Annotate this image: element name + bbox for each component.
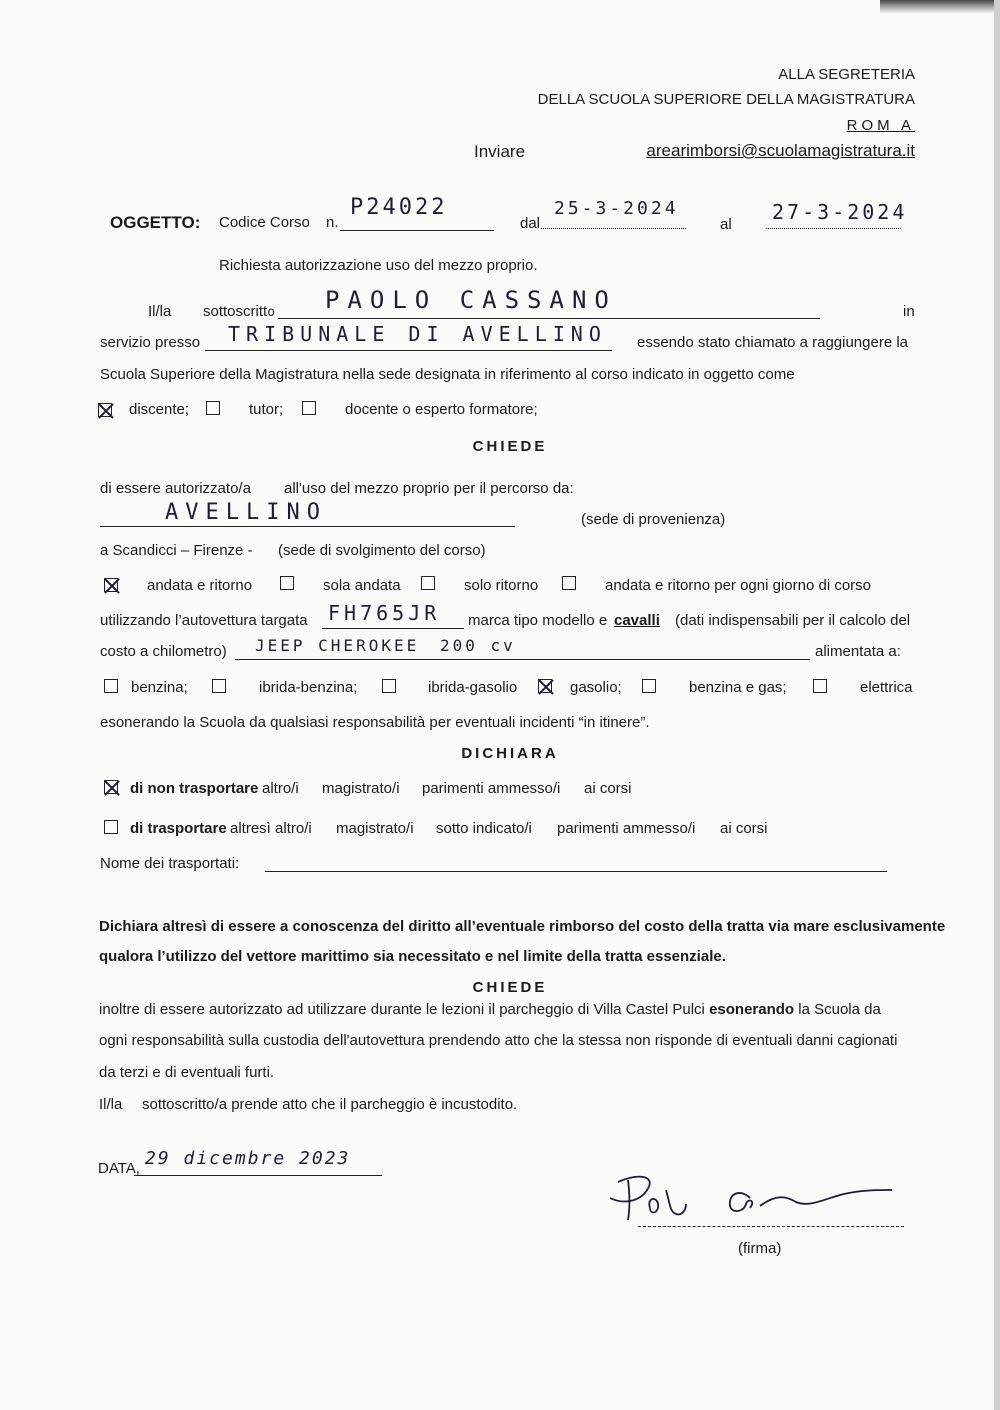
scan-edge-top: [880, 0, 1000, 14]
origin-line: [100, 526, 515, 527]
service-place-field[interactable]: TRIBUNALE DI AVELLINO: [228, 322, 607, 346]
school-text: Scuola Superiore della Magistratura nella sede designata in riferimento al corso indicato in oggetto come: [100, 366, 795, 383]
course-code-label: Codice Corso: [219, 214, 310, 231]
undersigned-label: [203, 303, 278, 320]
signature-line: [638, 1226, 904, 1227]
fuel-gas-label: benzina e gas;: [689, 679, 787, 696]
fuel-ibrida-gasolio-checkbox[interactable]: [382, 679, 396, 693]
service-label: servizio presso: [100, 334, 201, 351]
destination-label: a Scandicci – Firenze -: [100, 542, 253, 559]
fuel-gasolio-checkbox[interactable]: [538, 679, 552, 693]
email-address[interactable]: arearimborsi@scuolamagistratura.it: [646, 141, 915, 160]
transport-text-5: ai corsi: [720, 820, 768, 837]
declarant-prefix: Il/la: [148, 303, 172, 320]
no-transport-text-4: ai corsi: [584, 780, 632, 797]
role-docente-checkbox[interactable]: [302, 401, 316, 415]
passengers-label: Nome dei trasportati:: [100, 855, 240, 872]
parking-line2: ogni responsabilità sulla custodia dell'autovettura prendendo atto che la stessa non risponde di eventuali danni cagionati: [99, 1032, 898, 1049]
origin-note: (sede di provenienza): [581, 511, 726, 528]
chiede-title-2: CHIEDE: [472, 979, 548, 996]
cost-label: costo a chilometro): [100, 643, 227, 660]
course-number-field[interactable]: P24022: [350, 195, 448, 220]
trip-oneway-checkbox[interactable]: [280, 576, 294, 590]
authorization-intro-b: all'uso del mezzo proprio per il percorso da:: [284, 480, 574, 497]
parking-line4-b: sottoscritto/a prende atto che il parcheggio è incustodito.: [142, 1096, 518, 1113]
called-text: essendo stato chiamato a raggiungere la: [637, 334, 909, 351]
trip-daily-checkbox[interactable]: [562, 576, 576, 590]
from-date-line: [541, 228, 686, 229]
trip-daily-label: andata e ritorno per ogni giorno di corso: [605, 577, 872, 594]
role-tutor-label: tutor;: [249, 401, 284, 418]
transport-checkbox[interactable]: [104, 820, 118, 834]
subject-label: OGGETTO:: [110, 213, 201, 232]
transport-text-3: sotto indicato/i: [436, 820, 532, 837]
from-date-field[interactable]: 25-3-2024: [554, 198, 679, 219]
fuel-elettrica-checkbox[interactable]: [813, 679, 827, 693]
fuel-ibrida-benzina-checkbox[interactable]: [212, 679, 226, 693]
liability-text: esonerando la Scuola da qualsiasi responsabilità per eventuali incidenti “in itinere”.: [100, 714, 650, 731]
plate-label: utilizzando l’autovettura targata: [100, 612, 308, 629]
trip-oneway-label: sola andata: [323, 577, 401, 594]
role-discente-checkbox[interactable]: [98, 403, 112, 417]
parking-line1-b: la Scuola da: [798, 1001, 881, 1018]
service-line: [205, 350, 612, 351]
request-text: Richiesta autorizzazione uso del mezzo proprio.: [219, 257, 538, 274]
undersigned-suffix: o: [267, 305, 279, 320]
transport-text-4: parimenti ammesso/i: [557, 820, 696, 837]
parking-line3: da terzi e di eventuali furti.: [99, 1064, 275, 1081]
model-label: marca tipo modello e: [468, 612, 608, 629]
trip-round-checkbox[interactable]: [104, 578, 118, 592]
hp-field[interactable]: 200 cv: [440, 636, 516, 655]
date-field[interactable]: 29 dicembre 2023: [145, 1148, 351, 1169]
hp-label: cavalli: [614, 612, 660, 629]
parking-line4-a: Il/la: [99, 1096, 123, 1113]
to-date-line: [766, 228, 901, 229]
role-tutor-checkbox[interactable]: [206, 401, 220, 415]
scan-edge-right: [994, 0, 1000, 1410]
no-transport-checkbox[interactable]: [104, 780, 118, 794]
signature-label: (firma): [738, 1240, 782, 1257]
origin-field[interactable]: AVELLINO: [165, 500, 327, 525]
trip-round-label: andata e ritorno: [147, 577, 253, 594]
passengers-input[interactable]: [265, 871, 887, 872]
parking-line1: [99, 1001, 881, 1018]
to-date-field[interactable]: 27-3-2024: [772, 200, 908, 224]
course-number-line: [340, 230, 494, 231]
parking-line1-a: inoltre di essere autorizzato ad utilizzare durante le lezioni il parcheggio di Villa Castel Pulci: [99, 1001, 705, 1018]
undersigned-text: sottoscritt: [203, 303, 268, 320]
authorization-intro-a: di essere autorizzato/a: [100, 480, 251, 497]
fuel-ibrida-benzina-label: ibrida-benzina;: [259, 679, 358, 696]
sea-declaration-2: qualora l’utilizzo del vettore marittimo sia necessitato e nel limite della tratta essenziale.: [99, 948, 726, 965]
fuel-gas-checkbox[interactable]: [642, 679, 656, 693]
fuel-gasolio-label: gasolio;: [570, 679, 622, 696]
no-transport-text-2: magistrato/i: [322, 780, 400, 797]
fuel-elettrica-label: elettrica: [860, 679, 913, 696]
transport-bold: di trasportare: [130, 820, 227, 837]
recipient-city: ROM A: [846, 117, 915, 134]
send-label: Inviare: [474, 142, 526, 161]
transport-text-2: magistrato/i: [336, 820, 414, 837]
no-transport-text-1: altro/i: [262, 780, 299, 797]
declarant-name-field[interactable]: PAOLO CASSANO: [325, 286, 617, 314]
transport-text-1: altresì altro/i: [230, 820, 312, 837]
model-field[interactable]: JEEP CHEROKEE: [255, 636, 420, 655]
in-label: in: [903, 303, 915, 320]
fuel-benzina-label: benzina;: [131, 679, 188, 696]
signature-handwriting: [600, 1168, 900, 1228]
to-date-label: al: [720, 216, 732, 233]
fuel-label: alimentata a:: [815, 643, 901, 660]
fuel-benzina-checkbox[interactable]: [104, 679, 118, 693]
date-label: DATA,: [98, 1160, 140, 1177]
from-date-label: dal: [520, 215, 541, 232]
role-docente-label: docente o esperto formatore;: [345, 401, 538, 418]
plate-line: [322, 628, 464, 629]
parking-line1-bold: esonerando: [709, 1001, 795, 1018]
sea-declaration-1: Dichiara altresì di essere a conoscenza del diritto all’eventuale rimborso del costo della tratta via mare esclusivamente: [99, 918, 946, 935]
course-number-label: n.: [326, 214, 339, 231]
fuel-ibrida-gasolio-label: ibrida-gasolio: [428, 679, 518, 696]
chiede-title: CHIEDE: [472, 438, 548, 455]
plate-field[interactable]: FH765JR: [328, 601, 441, 625]
recipient-line1: ALLA SEGRETERIA: [778, 66, 915, 83]
trip-return-checkbox[interactable]: [421, 576, 435, 590]
recipient-line2: DELLA SCUOLA SUPERIORE DELLA MAGISTRATURA: [537, 91, 915, 108]
no-transport-bold: di non trasportare: [130, 780, 259, 797]
no-transport-text-3: parimenti ammesso/i: [422, 780, 561, 797]
vehicle-note: (dati indispensabili per il calcolo del: [675, 612, 911, 629]
destination-note: (sede di svolgimento del corso): [278, 542, 486, 559]
date-line: [134, 1175, 382, 1176]
name-line: [278, 318, 820, 319]
model-line: [235, 659, 810, 660]
trip-return-label: solo ritorno: [464, 577, 539, 594]
dichiara-title: DICHIARA: [461, 745, 559, 762]
role-discente-label: discente;: [129, 401, 190, 418]
